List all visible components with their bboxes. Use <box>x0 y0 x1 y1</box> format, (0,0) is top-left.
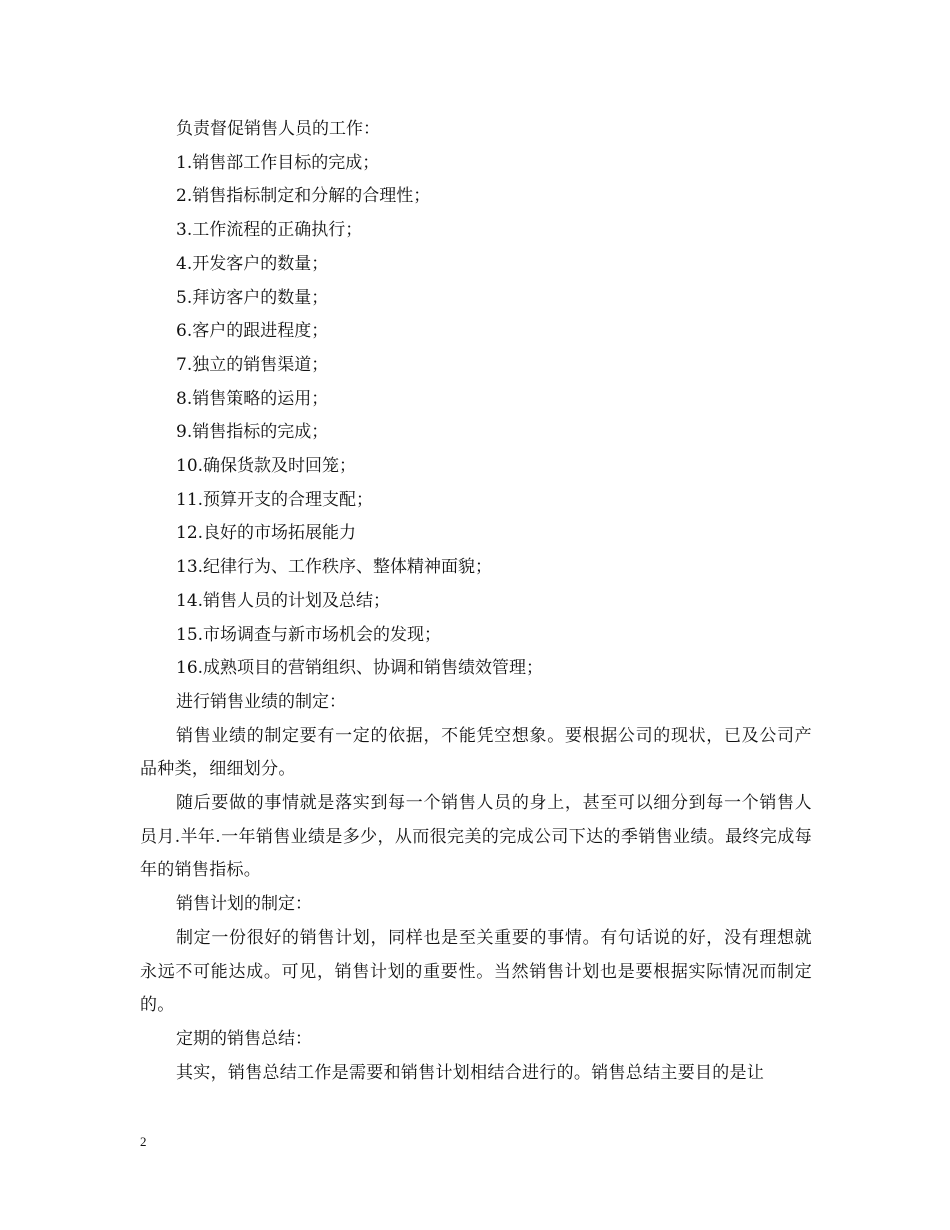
list-item: 1.销售部工作目标的完成； <box>176 152 380 173</box>
paragraph-performance-breakdown: 随后要做的事情就是落实到每一个销售人员的身上，甚至可以细分到每一个销售人员月.半年.一年销售业绩是多少，从而很完美的完成公司下达的季销售业绩。最终完成每年的销售指标。 <box>140 793 812 881</box>
list-item: 15.市场调查与新市场机会的发现； <box>176 624 442 645</box>
list-item: 3.工作流程的正确执行； <box>176 220 363 241</box>
list-item: 9.销售指标的完成； <box>176 422 329 443</box>
list-item: 4.开发客户的数量； <box>176 253 329 274</box>
list-item: 13.纪律行为、工作秩序、整体精神面貌； <box>176 557 493 578</box>
intro-line: 负责督促销售人员的工作： <box>176 119 380 139</box>
paragraph-plan: 制定一份很好的销售计划，同样也是至关重要的事情。有句话说的好，没有理想就永远不可能达成。可见，销售计划的重要性。当然销售计划也是要根据实际情况而制定的。 <box>140 927 812 1016</box>
list-item: 6.客户的跟进程度； <box>176 321 329 342</box>
section-heading-performance: 进行销售业绩的制定： <box>176 691 346 712</box>
section-heading-plan: 销售计划的制定： <box>176 894 312 915</box>
paragraph-summary: 其实，销售总结工作是需要和销售计划相结合进行的。销售总结主要目的是让 <box>176 1062 765 1083</box>
list-item: 8.销售策略的运用； <box>176 388 329 409</box>
paragraph-performance-basis: 销售业绩的制定要有一定的依据，不能凭空想象。要根据公司的现状，已及公司产品种类，细细划分。 <box>140 725 812 780</box>
list-item: 14.销售人员的计划及总结； <box>176 590 391 611</box>
section-heading-summary: 定期的销售总结： <box>176 1028 312 1049</box>
list-item: 10.确保货款及时回笼； <box>176 456 357 477</box>
document-body <box>140 113 812 1090</box>
list-item: 16.成熟项目的营销组织、协调和销售绩效管理； <box>176 658 544 679</box>
list-item: 2.销售指标制定和分解的合理性； <box>176 186 431 207</box>
list-item: 5.拜访客户的数量； <box>176 287 329 308</box>
list-item: 12.良好的市场拓展能力 <box>176 523 357 544</box>
list-item: 11.预算开支的合理支配； <box>176 489 374 510</box>
responsibility-list <box>140 147 812 686</box>
page-number: 2 <box>140 1134 147 1149</box>
list-item: 7.独立的销售渠道； <box>176 354 329 375</box>
